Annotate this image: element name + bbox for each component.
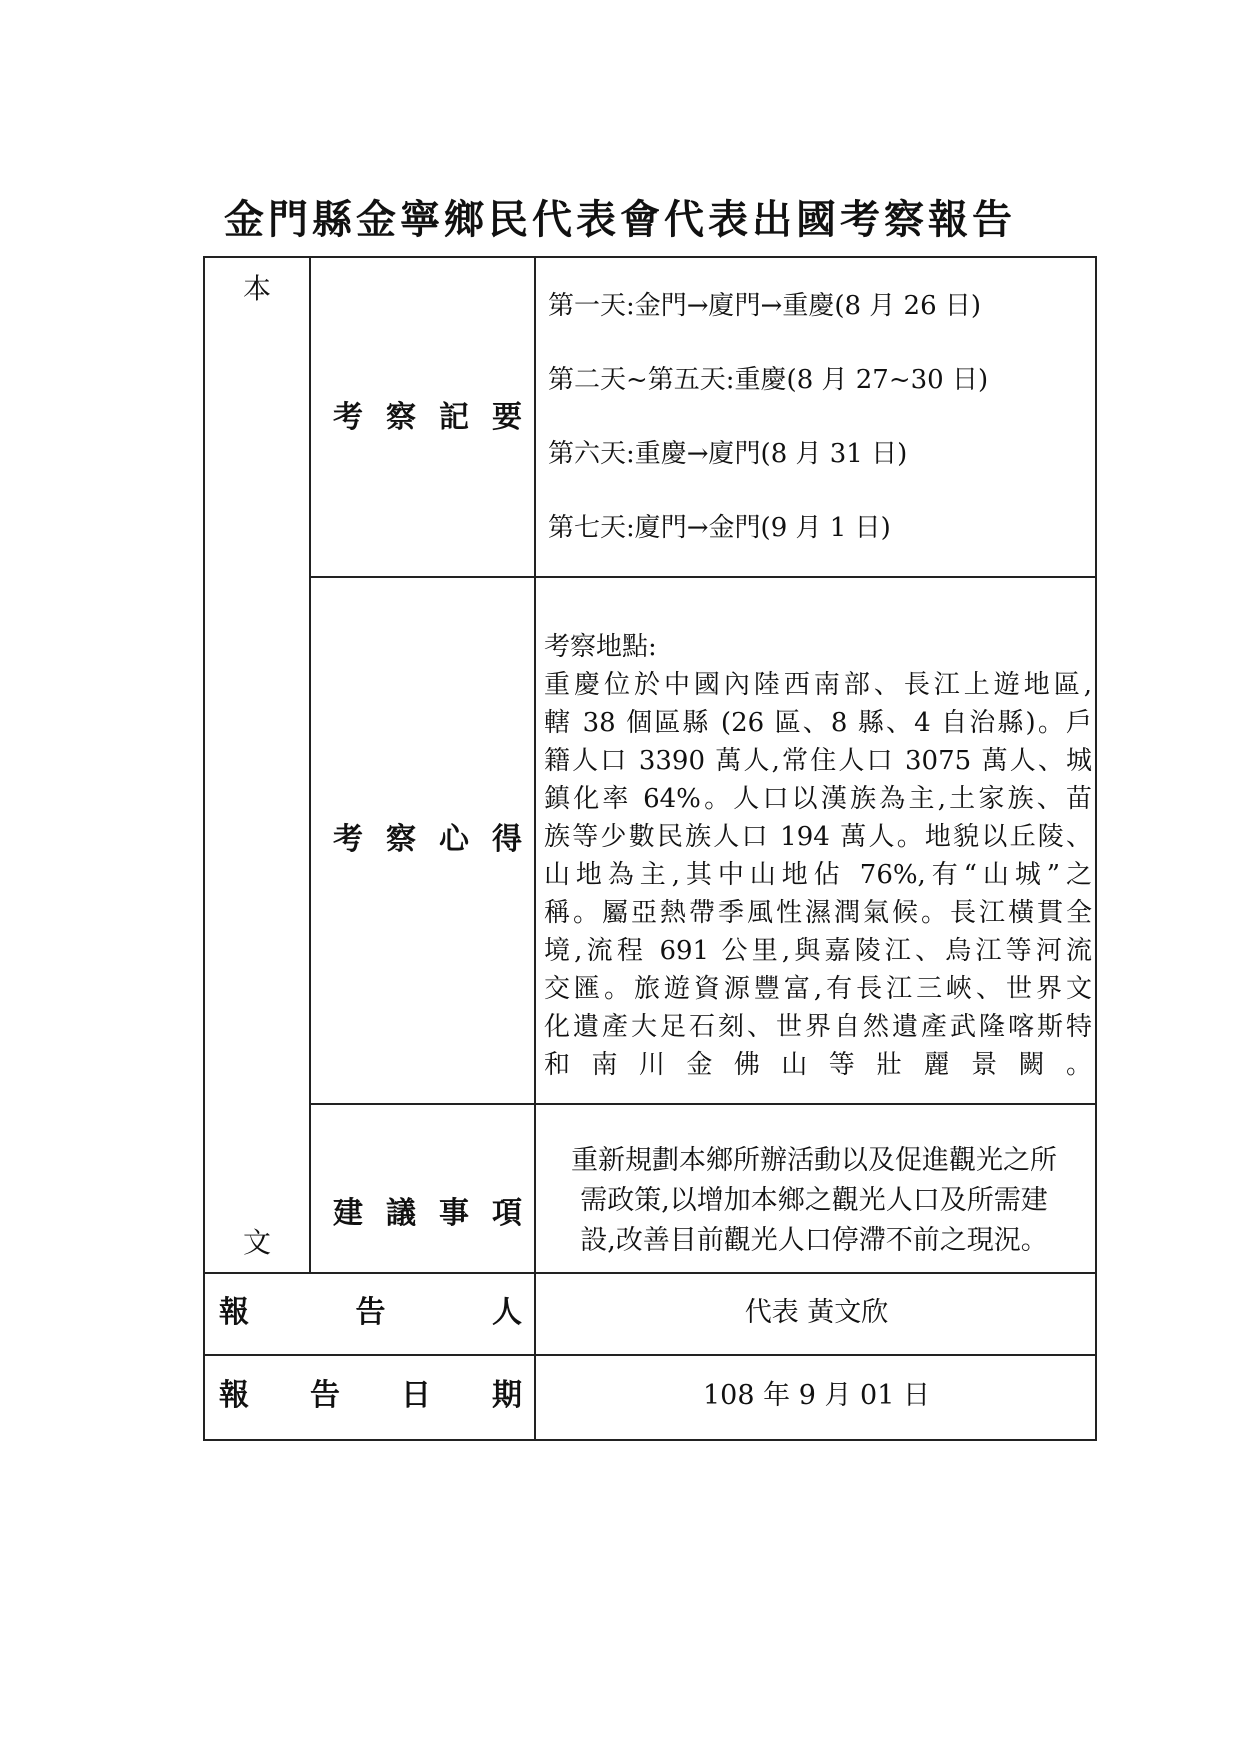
insight-line: 稱。屬亞熱帶季風性濕潤氣候。長江橫貫全 xyxy=(544,898,1092,928)
insight-line: 轄 38 個區縣 (26 區、8 縣、4 自治縣)。戶 xyxy=(544,708,1092,738)
insight-text xyxy=(544,628,1092,1084)
report-date-value: 108 年 9 月 01 日 xyxy=(703,1380,930,1411)
divider-reporter xyxy=(205,1354,1095,1356)
divider-insight xyxy=(309,1103,1095,1105)
reporter-label: 報 告 人 xyxy=(219,1295,522,1330)
insight-line: 籍人口 3390 萬人,常住人口 3075 萬人、城 xyxy=(544,746,1092,776)
divider-body xyxy=(205,1272,1095,1274)
divider-itinerary xyxy=(309,576,1095,578)
insight-line: 和 南 川 金 佛 山 等 壯 麗 景 闕 。 xyxy=(544,1050,1092,1080)
insight-line: 族等少數民族人口 194 萬人。地貌以丘陵、 xyxy=(544,822,1092,852)
itinerary-day-2: 第二天~第五天:重慶(8 月 27~30 日) xyxy=(548,365,989,395)
insight-body xyxy=(544,666,1092,1084)
report-title: 金門縣金寧鄉民代表會代表出國考察報告 xyxy=(224,196,1016,243)
suggestion-line: 需政策,以增加本鄉之觀光人口及所需建 xyxy=(580,1185,1048,1216)
side-label-bottom: 文 xyxy=(242,1226,271,1259)
insight-line: 化遺產大足石刻、世界自然遺產武隆喀斯特 xyxy=(544,1012,1092,1042)
suggestion-text xyxy=(544,1141,1084,1261)
itinerary-label: 考 察 記 要 xyxy=(333,400,522,435)
suggestion-line: 重新規劃本鄉所辦活動以及促進觀光之所 xyxy=(571,1145,1057,1176)
suggestion-line: 設,改善目前觀光人口停滯不前之現況。 xyxy=(580,1225,1048,1256)
insight-line: 境,流程 691 公里,與嘉陵江、烏江等河流 xyxy=(544,936,1092,966)
insight-line: 重慶位於中國內陸西南部、長江上遊地區, xyxy=(544,670,1092,700)
itinerary-day-3: 第六天:重慶→廈門(8 月 31 日) xyxy=(548,439,908,469)
side-label-top: 本 xyxy=(242,272,271,305)
report-form xyxy=(203,256,1097,1441)
report-date-label: 報 告 日 期 xyxy=(219,1378,522,1413)
insight-label: 考 察 心 得 xyxy=(333,822,522,857)
itinerary-day-4: 第七天:廈門→金門(9 月 1 日) xyxy=(548,513,891,543)
insight-line: 鎮化率 64%。人口以漢族為主,土家族、苗 xyxy=(544,784,1092,814)
reporter-value: 代表 黃文欣 xyxy=(744,1297,889,1328)
insight-line: 交匯。旅遊資源豐富,有長江三峽、世界文 xyxy=(544,974,1092,1004)
insight-line: 山地為主,其中山地佔 76%,有“山城”之 xyxy=(544,860,1092,890)
insight-heading: 考察地點: xyxy=(544,632,657,662)
itinerary-day-1: 第一天:金門→廈門→重慶(8 月 26 日) xyxy=(548,291,982,321)
suggestion-label: 建 議 事 項 xyxy=(333,1196,522,1231)
